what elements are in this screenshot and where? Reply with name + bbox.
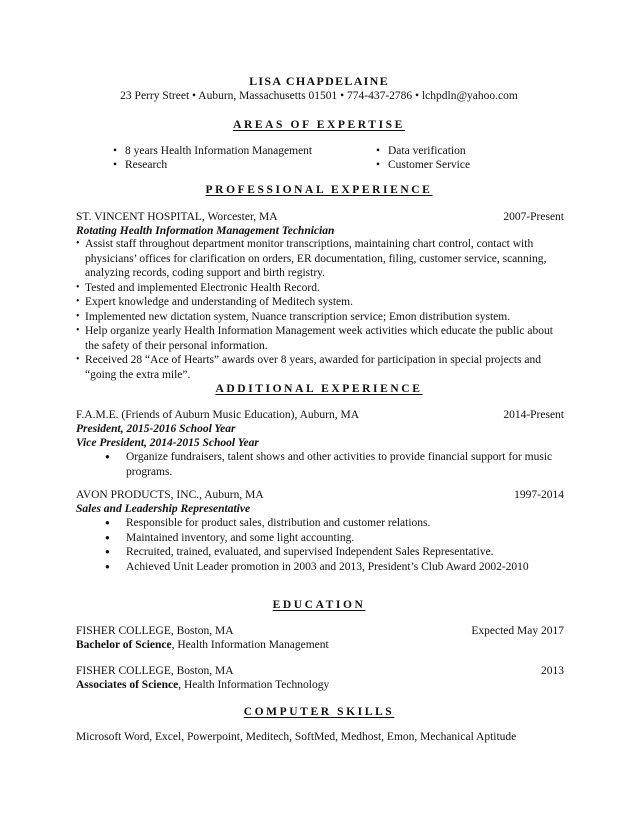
list-item: • Assist staff throughout department monitor transcriptions, maintaining chart control, contact with physicians’ offices for clarification on orders, ER documentation, filing, customer service, scanning, analyzing records, coding support and birth registry. bbox=[76, 237, 566, 281]
expertise-item: • Data verification bbox=[376, 144, 466, 159]
education-entry bbox=[76, 624, 564, 639]
education-date: 2013 bbox=[541, 665, 564, 677]
job-title: Sales and Leadership Representative bbox=[76, 503, 251, 515]
list-item: ● Responsible for product sales, distribution and customer relations. bbox=[113, 516, 561, 531]
degree-field: , Health Information Technology bbox=[178, 679, 330, 691]
employer-name: AVON PRODUCTS, INC., Auburn, MA bbox=[76, 489, 264, 501]
job-duties-list bbox=[113, 450, 561, 479]
job-duties-list bbox=[76, 237, 566, 382]
job-dates: 2014-Present bbox=[503, 409, 564, 421]
expertise-item: • Research bbox=[113, 158, 167, 173]
degree-line bbox=[76, 638, 564, 653]
section-title-education: EDUCATION bbox=[272, 599, 366, 611]
employer-name: ST. VINCENT HOSPITAL, Worcester, MA bbox=[76, 211, 278, 223]
degree-field: , Health Information Management bbox=[171, 639, 329, 651]
job-dates: 1997-2014 bbox=[514, 489, 564, 501]
list-item: • Tested and implemented Electronic Health Record. bbox=[76, 281, 566, 296]
school-name: FISHER COLLEGE, Boston, MA bbox=[76, 665, 234, 677]
job-header bbox=[76, 488, 564, 503]
list-item: • Help organize yearly Health Information Management week activities which educate the public about the safety of their personal information. bbox=[76, 324, 566, 353]
section-title-professional: PROFESSIONAL EXPERIENCE bbox=[205, 184, 433, 196]
expertise-item: • Customer Service bbox=[376, 158, 470, 173]
school-name: FISHER COLLEGE, Boston, MA bbox=[76, 625, 234, 637]
degree-name: Bachelor of Science bbox=[76, 639, 172, 651]
list-item: ● Achieved Unit Leader promotion in 2003 and 2013, President’s Club Award 2002-2010 bbox=[113, 560, 561, 575]
education-entry bbox=[76, 664, 564, 679]
job-header bbox=[76, 210, 564, 225]
job-title: President, 2015-2016 School Year bbox=[76, 423, 236, 435]
education-date: Expected May 2017 bbox=[471, 625, 564, 637]
section-title-skills: COMPUTER SKILLS bbox=[243, 706, 395, 718]
job-title: Vice President, 2014-2015 School Year bbox=[76, 437, 259, 449]
candidate-name: LISA CHAPDELAINE bbox=[249, 74, 389, 88]
list-item: ● Recruited, trained, evaluated, and supervised Independent Sales Representative. bbox=[113, 545, 561, 560]
list-item: • Received 28 “Ace of Hearts” awards over 8 years, awarded for participation in special projects and “going the extra mile”. bbox=[76, 353, 566, 382]
job-header bbox=[76, 408, 564, 423]
job-title: Rotating Health Information Management Technician bbox=[76, 225, 335, 237]
list-item: • Expert knowledge and understanding of Meditech system. bbox=[76, 295, 566, 310]
job-dates: 2007-Present bbox=[503, 211, 564, 223]
skills-text: Microsoft Word, Excel, Powerpoint, Meditech, SoftMed, Medhost, Emon, Mechanical Aptitude bbox=[76, 731, 517, 743]
degree-name: Associates of Science bbox=[76, 679, 179, 691]
contact-line: 23 Perry Street • Auburn, Massachusetts 01501 • 774-437-2786 • lchpdln@yahoo.com bbox=[120, 90, 518, 102]
section-title-additional: ADDITIONAL EXPERIENCE bbox=[215, 383, 423, 395]
list-item: ● Maintained inventory, and some light accounting. bbox=[113, 531, 561, 546]
list-item: ● Organize fundraisers, talent shows and other activities to provide financial support for music programs. bbox=[113, 450, 561, 479]
employer-name: F.A.M.E. (Friends of Auburn Music Education), Auburn, MA bbox=[76, 409, 360, 421]
section-title-expertise: AREAS OF EXPERTISE bbox=[233, 119, 405, 131]
list-item: • Implemented new dictation system, Nuance transcription service; Emon distribution system. bbox=[76, 310, 566, 325]
expertise-item: • 8 years Health Information Management bbox=[113, 144, 312, 159]
job-duties-list bbox=[113, 516, 561, 574]
degree-line bbox=[76, 678, 564, 693]
